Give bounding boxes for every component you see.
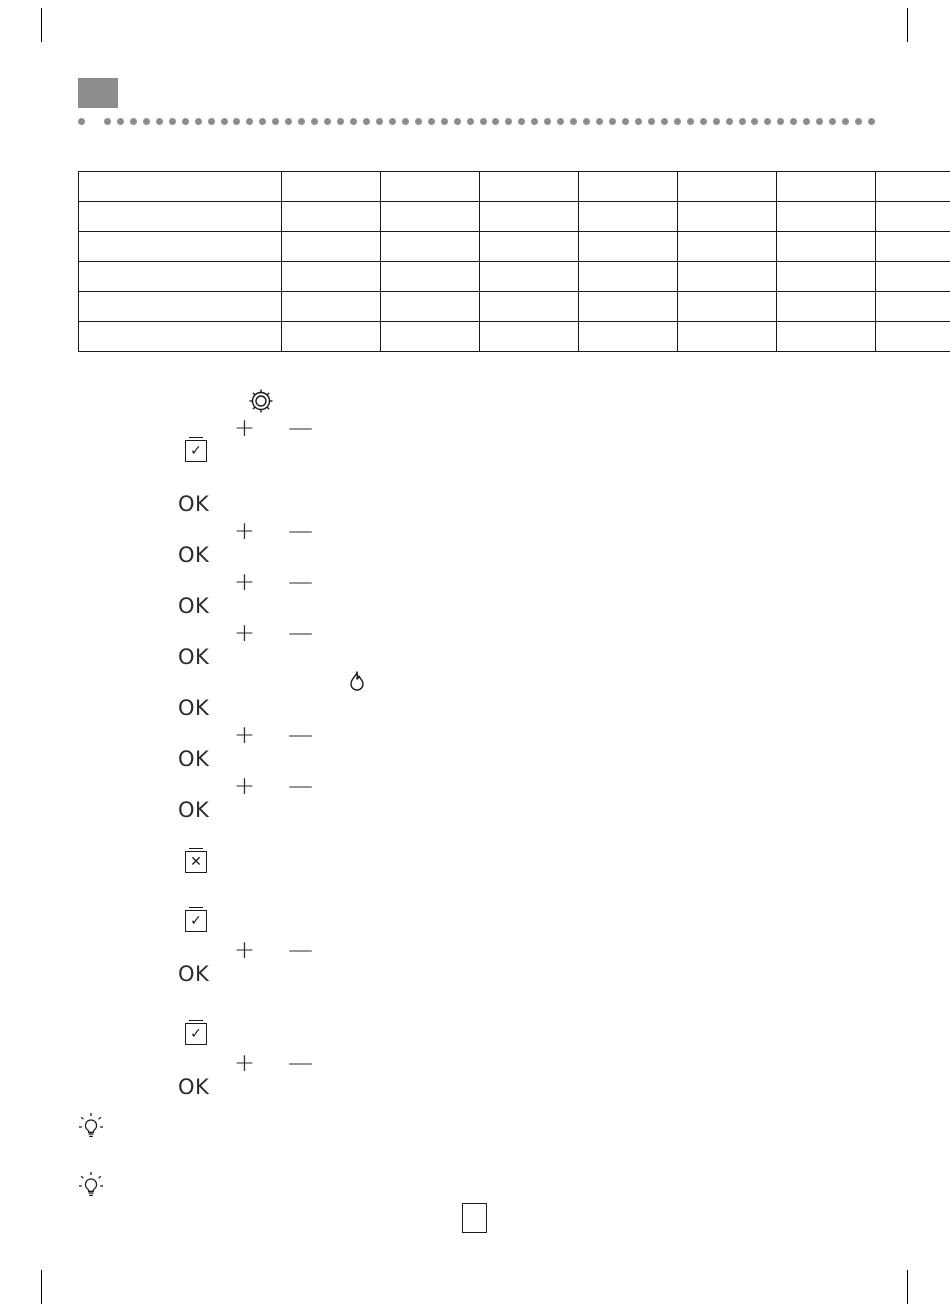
minus-button-glyph: —: [287, 771, 313, 800]
rule-dot: [674, 118, 681, 125]
step-flame-icon: [346, 670, 368, 696]
rule-dot: [816, 118, 823, 125]
box-icon-mark: ✕: [190, 854, 202, 871]
lightbulb-icon: [78, 1112, 104, 1142]
table-cell: [480, 172, 579, 202]
ok-button-glyph: OK: [178, 645, 210, 669]
rule-dot: [739, 118, 746, 125]
step-plus-minus-4: [234, 620, 313, 645]
rule-dot: [687, 118, 694, 125]
table-cell: [579, 262, 678, 292]
timer-check-icon: [185, 910, 207, 932]
rule-dot: [829, 118, 836, 125]
table-cell: [282, 322, 381, 352]
rule-dot: [259, 118, 266, 125]
ok-button-glyph: OK: [178, 594, 210, 618]
table-cell: [678, 292, 777, 322]
table-cell: [876, 172, 950, 202]
table-cell: [381, 202, 480, 232]
rule-dot: [285, 118, 292, 125]
step-timer-check-3: [185, 1023, 207, 1045]
rule-dot: [467, 118, 474, 125]
step-fan-icon: [246, 386, 276, 416]
table-cell: [282, 232, 381, 262]
rule-dot: [518, 118, 525, 125]
table-cell: [678, 172, 777, 202]
rule-dot: [130, 118, 137, 125]
table-cell: [876, 322, 950, 352]
plus-button-glyph: +: [234, 618, 255, 647]
rule-dot: [169, 118, 176, 125]
rule-dot: [505, 118, 512, 125]
step-ok-7: [178, 800, 209, 821]
table-cell: [282, 262, 381, 292]
table-cell: [480, 232, 579, 262]
table-row-label: [79, 172, 282, 202]
table-cell: [876, 202, 950, 232]
rule-dot: [311, 118, 318, 125]
box-icon-mark: ✓: [190, 1026, 202, 1043]
table-cell: [480, 262, 579, 292]
rule-dot: [246, 118, 253, 125]
table-row: [79, 322, 950, 352]
rule-dot: [143, 118, 150, 125]
rule-dot: [726, 118, 733, 125]
specification-table: [78, 171, 950, 352]
rule-dot: [751, 118, 758, 125]
minus-button-glyph: —: [287, 1048, 313, 1077]
step-plus-minus-7: [234, 937, 313, 962]
table-row: [79, 262, 950, 292]
crop-mark-top-left: [41, 8, 42, 42]
table-row: [79, 202, 950, 232]
table-cell: [480, 292, 579, 322]
rule-dot: [182, 118, 189, 125]
table-row: [79, 232, 950, 262]
rule-dot: [156, 118, 163, 125]
rule-dot: [104, 118, 111, 125]
table-row-label: [79, 202, 282, 232]
table-row-label: [79, 322, 282, 352]
step-ok-4: [178, 647, 209, 668]
crop-mark-bottom-right: [907, 1270, 908, 1304]
rule-dot: [337, 118, 344, 125]
table-cell: [282, 292, 381, 322]
step-ok-3: [178, 596, 209, 617]
table-cell: [678, 322, 777, 352]
table-cell: [480, 202, 579, 232]
rule-dot: [790, 118, 797, 125]
rule-dot: [661, 118, 668, 125]
crop-mark-top-right: [907, 8, 908, 42]
table-row: [79, 292, 950, 322]
ok-button-glyph: OK: [178, 1075, 210, 1099]
rule-dot: [868, 118, 875, 125]
rule-dot: [402, 118, 409, 125]
step-timer-check-2: [185, 910, 207, 932]
table-cell: [579, 232, 678, 262]
table-row-label: [79, 262, 282, 292]
step-ok-2: [178, 545, 209, 566]
step-plus-minus-6: [234, 773, 313, 798]
section-tab: [78, 78, 118, 108]
fan-icon: [246, 386, 276, 416]
step-timer-cancel: [185, 851, 207, 873]
rule-dot: [428, 118, 435, 125]
table-cell: [381, 172, 480, 202]
step-plus-minus-5: [234, 722, 313, 747]
table-cell: [381, 292, 480, 322]
table-cell: [678, 202, 777, 232]
plus-button-glyph: +: [234, 1048, 255, 1077]
step-ok-8: [178, 964, 209, 985]
step-tip-bulb-2: [78, 1171, 104, 1201]
step-timer-check-1: [185, 440, 207, 462]
table-cell: [678, 262, 777, 292]
rule-dot: [609, 118, 616, 125]
rule-dot: [324, 118, 331, 125]
rule-dot: [78, 118, 85, 125]
rule-dot: [233, 118, 240, 125]
plus-button-glyph: +: [234, 935, 255, 964]
rule-dot: [855, 118, 862, 125]
rule-dot: [454, 118, 461, 125]
table-cell: [876, 292, 950, 322]
table-cell: [480, 322, 579, 352]
plus-button-glyph: +: [234, 567, 255, 596]
plus-button-glyph: +: [234, 516, 255, 545]
rule-dot: [376, 118, 383, 125]
box-icon-mark: ✓: [190, 913, 202, 930]
step-ok-1: [178, 494, 209, 515]
rule-dot: [298, 118, 305, 125]
table-cell: [777, 172, 876, 202]
table-cell: [381, 262, 480, 292]
table-cell: [282, 202, 381, 232]
step-plus-minus-2: [234, 518, 313, 543]
rule-dot: [713, 118, 720, 125]
table-cell: [579, 172, 678, 202]
ok-button-glyph: OK: [178, 798, 210, 822]
dotted-rule-divider: [78, 114, 873, 130]
ok-button-glyph: OK: [178, 543, 210, 567]
table-cell: [876, 232, 950, 262]
table-cell: [381, 232, 480, 262]
rule-dot: [648, 118, 655, 125]
step-ok-9: [178, 1077, 209, 1098]
rule-dot: [764, 118, 771, 125]
table-cell: [579, 322, 678, 352]
ok-button-glyph: OK: [178, 492, 210, 516]
rule-dot: [570, 118, 577, 125]
rule-dot: [803, 118, 810, 125]
step-plus-minus-1: [234, 415, 313, 440]
lightbulb-icon: [78, 1171, 104, 1201]
rule-dot: [272, 118, 279, 125]
timer-check-icon: [185, 440, 207, 462]
rule-dot: [531, 118, 538, 125]
minus-button-glyph: —: [287, 567, 313, 596]
rule-dot: [208, 118, 215, 125]
rule-dot: [441, 118, 448, 125]
instruction-steps: [0, 372, 950, 1152]
ok-button-glyph: OK: [178, 747, 210, 771]
ok-button-glyph: OK: [178, 696, 210, 720]
page-number: [462, 1203, 487, 1233]
box-icon-mark: ✓: [190, 443, 202, 460]
rule-dot: [583, 118, 590, 125]
rule-dot: [700, 118, 707, 125]
rule-dot: [389, 118, 396, 125]
timer-check-icon: [185, 1023, 207, 1045]
table-cell: [777, 202, 876, 232]
table-cell: [777, 232, 876, 262]
step-plus-minus-8: [234, 1050, 313, 1075]
rule-dot: [480, 118, 487, 125]
rule-dot: [195, 118, 202, 125]
step-tip-bulb-1: [78, 1112, 104, 1142]
minus-button-glyph: —: [287, 413, 313, 442]
rule-dot: [221, 118, 228, 125]
flame-icon: [346, 670, 368, 696]
table-cell: [777, 262, 876, 292]
step-ok-5: [178, 698, 209, 719]
rule-dot: [117, 118, 124, 125]
table-cell: [876, 262, 950, 292]
table-cell: [579, 292, 678, 322]
table-row: [79, 172, 950, 202]
plus-button-glyph: +: [234, 413, 255, 442]
plus-button-glyph: +: [234, 771, 255, 800]
rule-dot: [596, 118, 603, 125]
rule-dot: [544, 118, 551, 125]
table-cell: [579, 202, 678, 232]
table-cell: [282, 172, 381, 202]
table-row-label: [79, 292, 282, 322]
rule-dot: [557, 118, 564, 125]
timer-cancel-icon: [185, 851, 207, 873]
step-ok-6: [178, 749, 209, 770]
table-row-label: [79, 232, 282, 262]
step-plus-minus-3: [234, 569, 313, 594]
rule-dot: [777, 118, 784, 125]
rule-dot: [492, 118, 499, 125]
minus-button-glyph: —: [287, 516, 313, 545]
rule-dot: [350, 118, 357, 125]
crop-mark-bottom-left: [41, 1270, 42, 1304]
minus-button-glyph: —: [287, 720, 313, 749]
ok-button-glyph: OK: [178, 962, 210, 986]
rule-dot: [842, 118, 849, 125]
plus-button-glyph: +: [234, 720, 255, 749]
rule-dot: [415, 118, 422, 125]
rule-dot: [363, 118, 370, 125]
table-cell: [777, 322, 876, 352]
minus-button-glyph: —: [287, 618, 313, 647]
table-cell: [777, 292, 876, 322]
table-cell: [381, 322, 480, 352]
rule-dot: [635, 118, 642, 125]
minus-button-glyph: —: [287, 935, 313, 964]
table-cell: [678, 232, 777, 262]
rule-dot: [622, 118, 629, 125]
